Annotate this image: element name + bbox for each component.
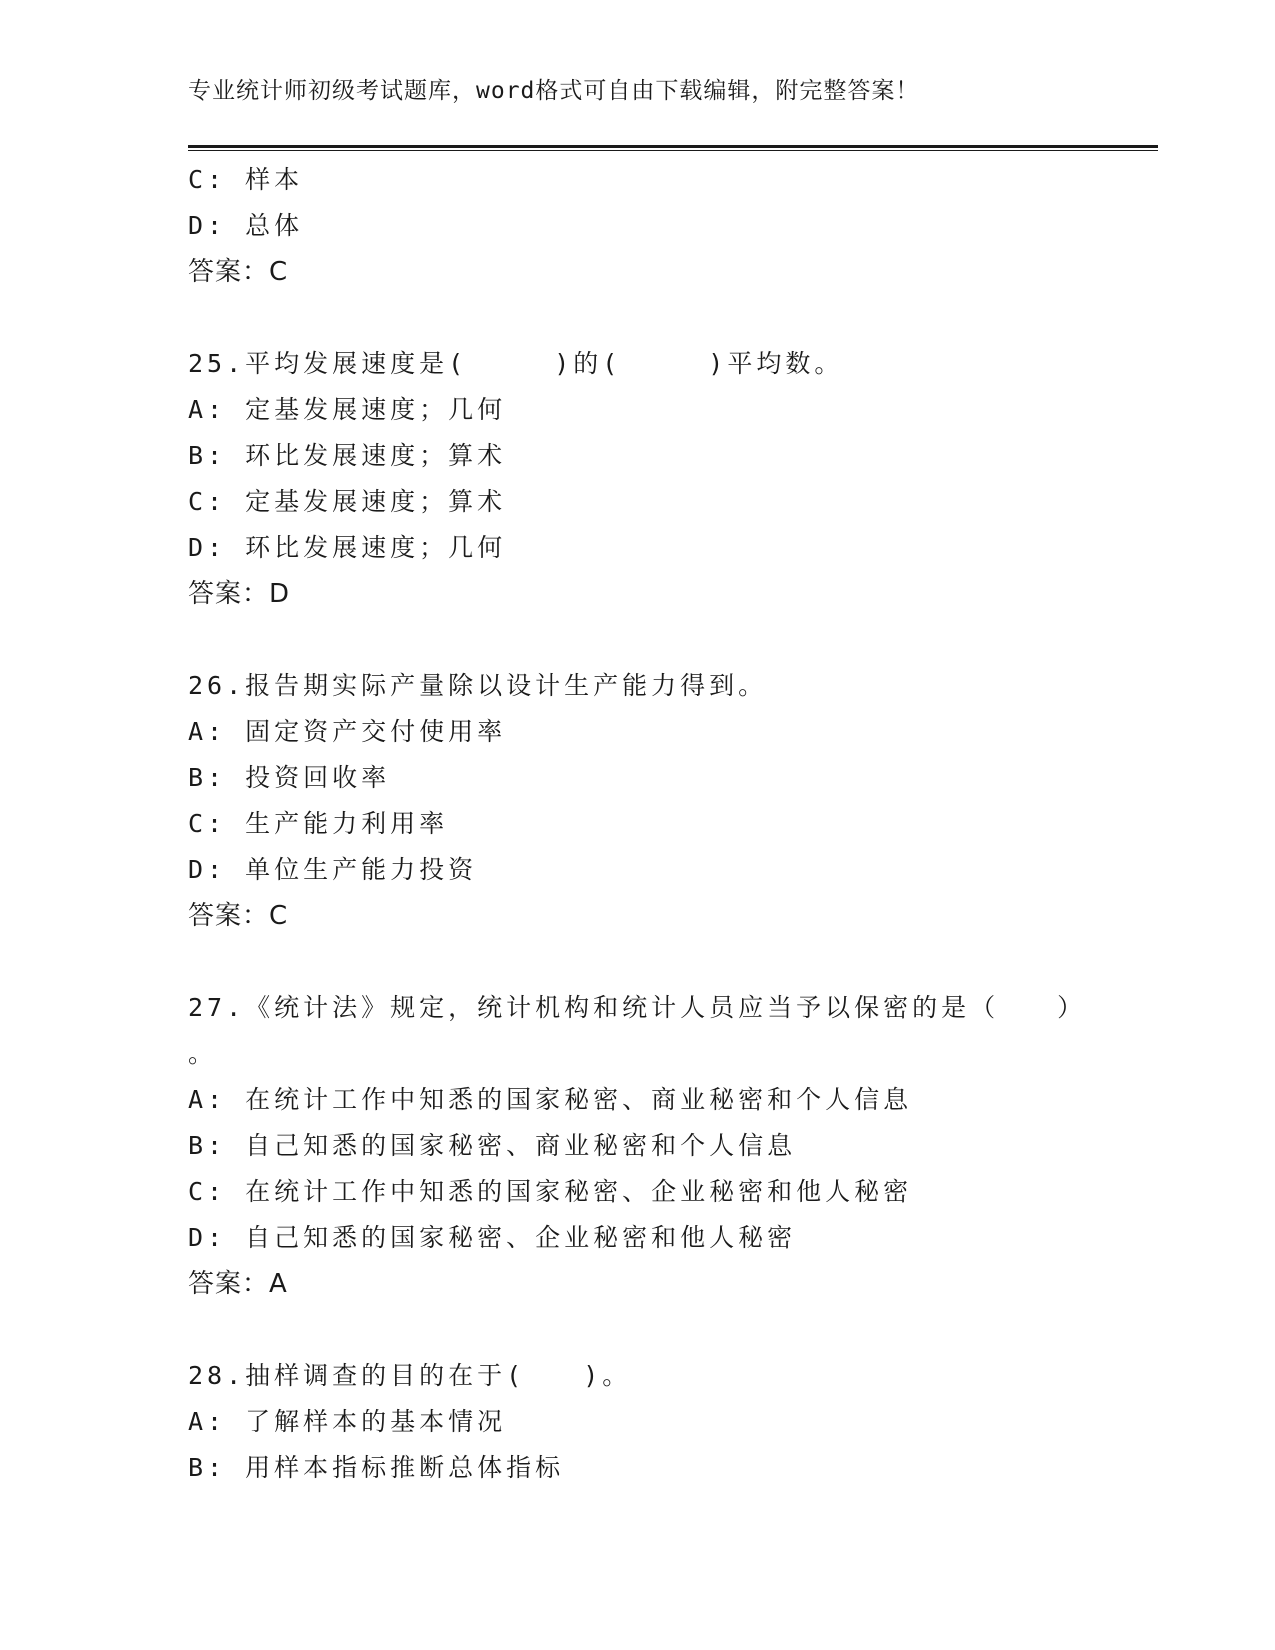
- option-c: C: 定基发展速度；算术: [188, 487, 507, 516]
- spacer: [188, 617, 1088, 663]
- page-header: 专业统计师初级考试题库，word格式可自由下载编辑，附完整答案！: [188, 78, 920, 104]
- answer-line: 答案：C: [188, 901, 289, 931]
- spacer: [188, 939, 1088, 985]
- option-b: B: 自己知悉的国家秘密、商业秘密和个人信息: [188, 1131, 797, 1160]
- option-d: D: 环比发展速度；几何: [188, 533, 507, 562]
- option-a: A: 在统计工作中知悉的国家秘密、商业秘密和个人信息: [188, 1085, 913, 1114]
- option-a: A: 定基发展速度；几何: [188, 395, 507, 424]
- option-letter: D:: [188, 211, 227, 240]
- question-stem-25: 25.平均发展速度是( )的( )平均数。: [188, 349, 844, 378]
- answer-line: 答案：D: [188, 579, 291, 609]
- question-stem-26: 26.报告期实际产量除以设计生产能力得到。: [188, 671, 768, 700]
- header-rule-thin: [188, 150, 1158, 151]
- header-rule-thick: [188, 145, 1158, 148]
- option-text: 总体: [245, 211, 304, 240]
- option-text: 样本: [245, 165, 304, 194]
- question-stem-27: 27.《统计法》规定，统计机构和统计人员应当予以保密的是（ ）: [188, 993, 1087, 1022]
- option-b: B: 用样本指标推断总体指标: [188, 1453, 565, 1482]
- option-b: B: 投资回收率: [188, 763, 391, 792]
- option-d: [188, 203, 1088, 249]
- option-c: C: 在统计工作中知悉的国家秘密、企业秘密和他人秘密: [188, 1177, 913, 1206]
- answer-line: 答案：A: [188, 1269, 288, 1299]
- question-stem-28: 28.抽样调查的目的在于( )。: [188, 1361, 632, 1390]
- spacer: [188, 295, 1088, 341]
- spacer: [188, 1307, 1088, 1353]
- option-a: A: 固定资产交付使用率: [188, 717, 507, 746]
- option-c: C: 生产能力利用率: [188, 809, 449, 838]
- question-stem-continuation: 。: [188, 1039, 214, 1068]
- answer-line: 答案：C: [188, 257, 289, 287]
- document-body: [188, 157, 1088, 1491]
- option-d: D: 自己知悉的国家秘密、企业秘密和他人秘密: [188, 1223, 797, 1252]
- option-c: [188, 157, 1088, 203]
- option-letter: C:: [188, 165, 227, 194]
- option-d: D: 单位生产能力投资: [188, 855, 478, 884]
- option-a: A: 了解样本的基本情况: [188, 1407, 507, 1436]
- option-b: B: 环比发展速度；算术: [188, 441, 507, 470]
